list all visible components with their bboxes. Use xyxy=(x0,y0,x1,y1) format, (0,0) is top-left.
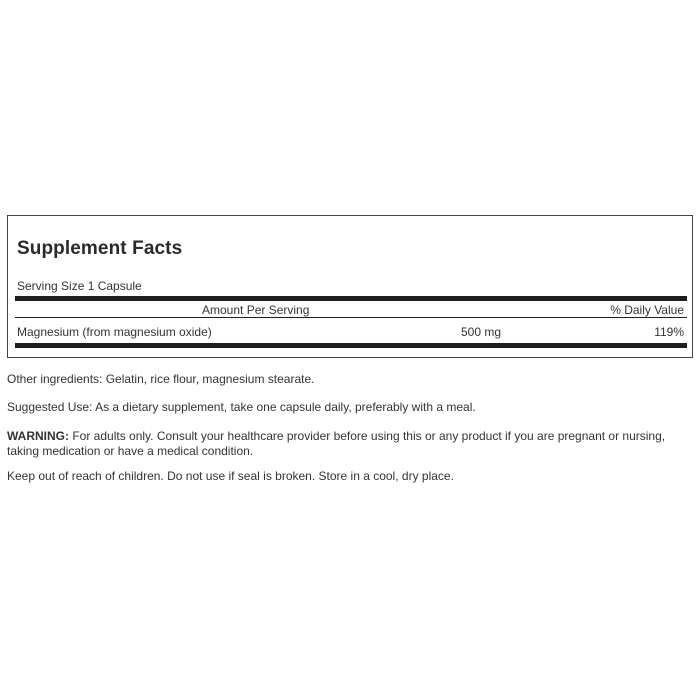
serving-size: Serving Size 1 Capsule xyxy=(17,279,142,293)
nutrient-amount: 500 mg xyxy=(461,325,502,339)
warning xyxy=(7,429,687,459)
daily-value-header: % Daily Value xyxy=(610,303,684,317)
other-ingredients: Other ingredients: Gelatin, rice flour, magnesium stearate. xyxy=(7,372,315,386)
warning-label: WARNING: xyxy=(7,429,69,443)
divider-thick xyxy=(15,296,687,301)
nutrient-name: Magnesium (from magnesium oxide) xyxy=(17,325,212,339)
facts-title: Supplement Facts xyxy=(17,238,183,259)
suggested-use-label: Suggested Use: xyxy=(7,400,93,414)
divider-thick-bottom xyxy=(15,343,687,348)
divider-thin xyxy=(15,317,687,318)
storage-note: Keep out of reach of children. Do not use if seal is broken. Store in a cool, dry place. xyxy=(7,469,454,483)
warning-text: For adults only. Consult your healthcare provider before using this or any product if you are pregnant or nursing, taking medication or have a medical condition. xyxy=(7,429,666,458)
suggested-use-text: As a dietary supplement, take one capsule daily, preferably with a meal. xyxy=(92,400,476,414)
suggested-use xyxy=(7,400,687,415)
supplement-facts-panel xyxy=(7,215,693,358)
amount-per-serving-header: Amount Per Serving xyxy=(202,303,310,317)
nutrient-daily-value: 119% xyxy=(654,325,684,339)
